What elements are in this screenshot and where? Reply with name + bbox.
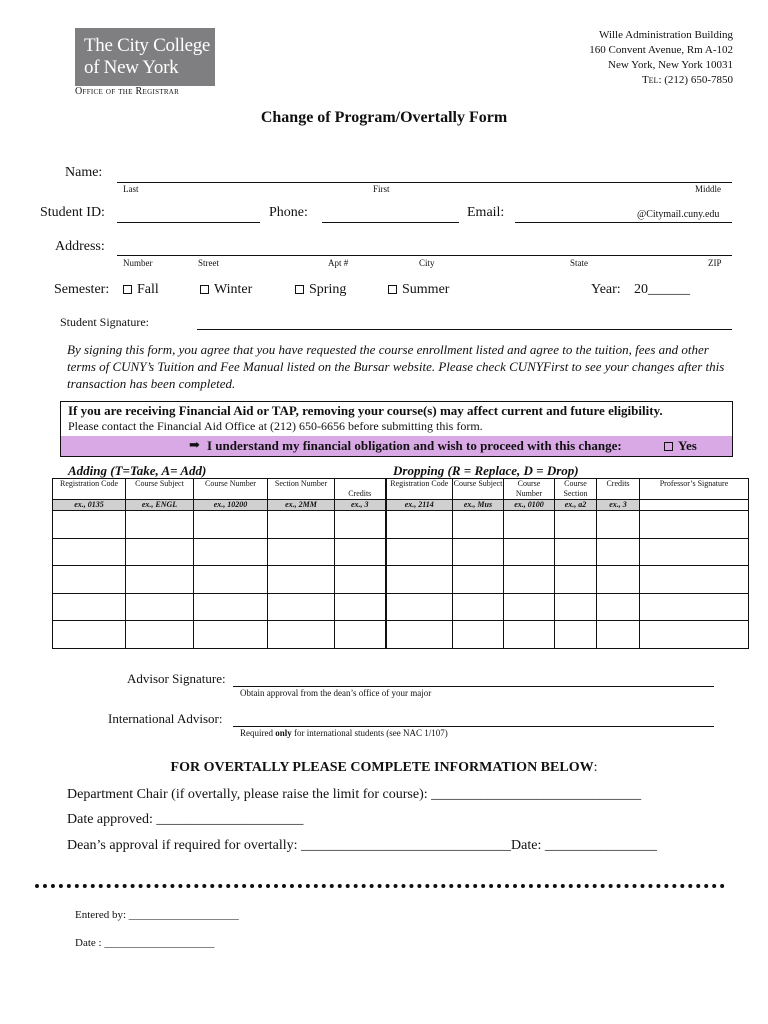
- table-cell[interactable]: [53, 511, 126, 539]
- table-cell[interactable]: [194, 593, 268, 621]
- intl-note-bold: only: [275, 728, 292, 738]
- name-sub-first: First: [373, 184, 390, 194]
- semester-winter-checkbox[interactable]: [200, 282, 252, 298]
- address-sub-street: Street: [198, 258, 219, 268]
- table-cell[interactable]: [53, 566, 126, 594]
- checkbox-icon: [295, 285, 304, 294]
- student-signature-field[interactable]: [197, 329, 732, 330]
- table-cell[interactable]: [640, 593, 749, 621]
- table-cell[interactable]: [268, 593, 335, 621]
- table-cell[interactable]: [453, 511, 504, 539]
- col-header: Professor’s Signature: [640, 479, 749, 500]
- agreement-text: By signing this form, you agree that you have requested the course enrollment listed and agree to the tuition, fees and other terms of CUNY’s Tuition and Fee Manual listed on the Bursar website. Please check CUNYFirst to see your changes after this transaction has been completed.: [67, 342, 725, 391]
- international-advisor-label: International Advisor:: [108, 711, 223, 726]
- student-id-field[interactable]: [117, 222, 260, 223]
- financial-aid-contact: Please contact the Financial Aid Office at (212) 650-6656 before submitting this form.: [68, 419, 483, 433]
- table-cell[interactable]: [126, 593, 194, 621]
- financial-aid-confirm-text: I understand my financial obligation and wish to proceed with this change:: [207, 438, 622, 453]
- address-sub-state: State: [570, 258, 588, 268]
- checkbox-icon: [123, 285, 132, 294]
- table-cell[interactable]: [504, 538, 555, 566]
- table-cell[interactable]: [555, 538, 597, 566]
- arrow-right-icon: ➡: [189, 437, 200, 452]
- table-example-row: [53, 500, 749, 511]
- advisor-signature-field[interactable]: [233, 686, 714, 687]
- table-cell[interactable]: [555, 566, 597, 594]
- adding-heading: Adding (T=Take, A= Add): [68, 463, 207, 478]
- email-suffix: @Citymail.cuny.edu: [637, 209, 720, 220]
- phone-label: Tel: [641, 74, 659, 86]
- example-cell: ex., 2MM: [268, 500, 335, 511]
- course-table: [52, 478, 749, 649]
- table-cell[interactable]: [386, 538, 453, 566]
- overtally-heading-colon: :: [593, 760, 598, 775]
- example-cell: ex., Mus: [453, 500, 504, 511]
- example-cell: ex., a2: [555, 500, 597, 511]
- name-sub-last: Last: [123, 184, 139, 194]
- table-cell[interactable]: [597, 621, 640, 649]
- col-header: Course Number: [504, 479, 555, 500]
- table-cell[interactable]: [386, 511, 453, 539]
- example-cell: ex., 0100: [504, 500, 555, 511]
- example-cell: ex., 3: [597, 500, 640, 511]
- table-cell[interactable]: [386, 593, 453, 621]
- table-cell[interactable]: [126, 621, 194, 649]
- table-cell[interactable]: [194, 538, 268, 566]
- table-cell[interactable]: [268, 511, 335, 539]
- table-cell[interactable]: [555, 621, 597, 649]
- intl-note-post: for international students (see NAC 1/107): [291, 728, 448, 738]
- table-cell[interactable]: [53, 593, 126, 621]
- overtally-heading: [0, 760, 768, 776]
- table-cell[interactable]: [504, 511, 555, 539]
- overtally-heading-text: FOR OVERTALLY PLEASE COMPLETE INFORMATION BELOW: [170, 760, 594, 775]
- col-header: Section Number: [268, 479, 335, 500]
- name-field[interactable]: [117, 182, 732, 183]
- department-chair-field[interactable]: Department Chair (if overtally, please raise the limit for course): ______________________________: [67, 787, 642, 802]
- table-row: [53, 593, 749, 621]
- phone-label: Phone:: [269, 205, 308, 220]
- international-advisor-note: [240, 728, 448, 738]
- table-cell[interactable]: [386, 621, 453, 649]
- table-cell[interactable]: [504, 621, 555, 649]
- checkbox-icon: [388, 285, 397, 294]
- table-cell[interactable]: [640, 511, 749, 539]
- college-logo: [75, 28, 215, 86]
- address-line2: 160 Convent Avenue, Rm A-102: [589, 44, 733, 56]
- table-cell[interactable]: [268, 538, 335, 566]
- semester-fall-label: Fall: [137, 282, 159, 297]
- financial-aid-confirm-bar: [61, 436, 732, 456]
- address-sub-apt: Apt #: [328, 258, 349, 268]
- form-title: Change of Program/Overtally Form: [260, 109, 508, 126]
- address-line3: New York, New York 10031: [608, 59, 733, 71]
- student-id-label: Student ID:: [40, 205, 105, 220]
- advisor-signature-label: Advisor Signature:: [127, 671, 226, 686]
- year-field[interactable]: 20______: [634, 282, 690, 297]
- date-approved-field[interactable]: Date approved: _____________________: [67, 812, 304, 827]
- table-cell[interactable]: [504, 593, 555, 621]
- col-header: Course Subject: [126, 479, 194, 500]
- table-cell[interactable]: [453, 566, 504, 594]
- col-header: Credits: [597, 479, 640, 500]
- table-cell[interactable]: [53, 538, 126, 566]
- col-header: Course Section: [555, 479, 597, 500]
- address-line1: Wille Administration Building: [599, 29, 733, 41]
- checkbox-icon: [200, 285, 209, 294]
- table-cell[interactable]: [126, 538, 194, 566]
- advisor-signature-note: Obtain approval from the dean’s office of your major: [240, 688, 432, 698]
- office-name: Office of the Registrar: [75, 86, 180, 97]
- name-sub-middle: Middle: [695, 184, 721, 194]
- table-cell[interactable]: [555, 511, 597, 539]
- student-signature-label: Student Signature:: [60, 315, 149, 329]
- semester-fall-checkbox[interactable]: [123, 282, 159, 298]
- col-header: Course Subject: [453, 479, 504, 500]
- table-cell[interactable]: [126, 511, 194, 539]
- col-header: Registration Code: [53, 479, 126, 500]
- table-cell[interactable]: [386, 566, 453, 594]
- phone-field[interactable]: [322, 222, 459, 223]
- table-cell[interactable]: [268, 566, 335, 594]
- example-cell: ex., 3: [335, 500, 386, 511]
- col-header: Credits: [335, 479, 386, 500]
- year-label: Year:: [591, 282, 621, 297]
- table-row: [53, 566, 749, 594]
- address-label: Address:: [55, 239, 105, 254]
- address-sub-number: Number: [123, 258, 153, 268]
- example-cell: ex., 10200: [194, 500, 268, 511]
- semester-summer-checkbox[interactable]: [388, 282, 449, 298]
- table-cell[interactable]: [335, 593, 386, 621]
- table-cell[interactable]: [640, 621, 749, 649]
- col-header: Registration Code: [386, 479, 453, 500]
- email-field[interactable]: [515, 222, 732, 223]
- table-cell[interactable]: [640, 538, 749, 566]
- example-cell: ex., 0135: [53, 500, 126, 511]
- semester-spring-checkbox[interactable]: [295, 282, 346, 298]
- table-row: [53, 538, 749, 566]
- financial-aid-warning: If you are receiving Financial Aid or TAP, removing your course(s) may affect current and future eligibility.: [68, 403, 663, 418]
- table-header-row: [53, 479, 749, 500]
- email-label: Email:: [467, 205, 505, 220]
- address-phone: [589, 73, 733, 88]
- example-cell: [640, 500, 749, 511]
- table-cell[interactable]: [504, 566, 555, 594]
- dotted-divider: [35, 884, 725, 888]
- table-cell[interactable]: [453, 538, 504, 566]
- logo-line2: of New York: [84, 57, 179, 78]
- table-cell[interactable]: [335, 621, 386, 649]
- address-sub-zip: ZIP: [708, 258, 722, 268]
- col-header: Course Number: [194, 479, 268, 500]
- financial-aid-box: [60, 401, 733, 457]
- entered-by-field[interactable]: Entered by: ____________________: [75, 909, 239, 921]
- table-cell[interactable]: [335, 538, 386, 566]
- semester-label: Semester:: [54, 282, 110, 297]
- table-cell[interactable]: [335, 511, 386, 539]
- dropping-heading: Dropping (R = Replace, D = Drop): [393, 463, 579, 478]
- financial-aid-yes-label: Yes: [678, 438, 697, 453]
- table-cell[interactable]: [335, 566, 386, 594]
- table-cell[interactable]: [555, 593, 597, 621]
- intl-note-pre: Required: [240, 728, 276, 738]
- table-cell[interactable]: [194, 511, 268, 539]
- table-cell[interactable]: [597, 511, 640, 539]
- table-cell[interactable]: [597, 593, 640, 621]
- address-block: [589, 28, 733, 88]
- table-cell[interactable]: [53, 621, 126, 649]
- entry-date-field[interactable]: Date : ____________________: [75, 937, 215, 949]
- table-cell[interactable]: [194, 566, 268, 594]
- example-cell: ex., 2114: [386, 500, 453, 511]
- semester-winter-label: Winter: [214, 282, 253, 297]
- table-cell[interactable]: [126, 566, 194, 594]
- semester-summer-label: Summer: [402, 282, 450, 297]
- semester-spring-label: Spring: [309, 282, 347, 297]
- table-cell[interactable]: [194, 621, 268, 649]
- logo-line1: The City College: [84, 35, 211, 56]
- financial-aid-yes-checkbox[interactable]: [664, 438, 697, 454]
- dean-approval-field[interactable]: Dean’s approval if required for overtally: ______________________________Date: ________________: [67, 838, 657, 853]
- table-cell[interactable]: [453, 593, 504, 621]
- phone-number: : (212) 650-7850: [658, 74, 733, 86]
- table-row: [53, 511, 749, 539]
- example-cell: ex., ENGL: [126, 500, 194, 511]
- table-cell[interactable]: [597, 566, 640, 594]
- table-cell[interactable]: [268, 621, 335, 649]
- table-row: [53, 621, 749, 649]
- table-cell[interactable]: [597, 538, 640, 566]
- checkbox-icon: [664, 442, 673, 451]
- table-cell[interactable]: [640, 566, 749, 594]
- table-cell[interactable]: [453, 621, 504, 649]
- name-label: Name:: [65, 165, 103, 180]
- address-sub-city: City: [419, 258, 435, 268]
- international-advisor-field[interactable]: [233, 726, 714, 727]
- address-field[interactable]: [117, 255, 732, 256]
